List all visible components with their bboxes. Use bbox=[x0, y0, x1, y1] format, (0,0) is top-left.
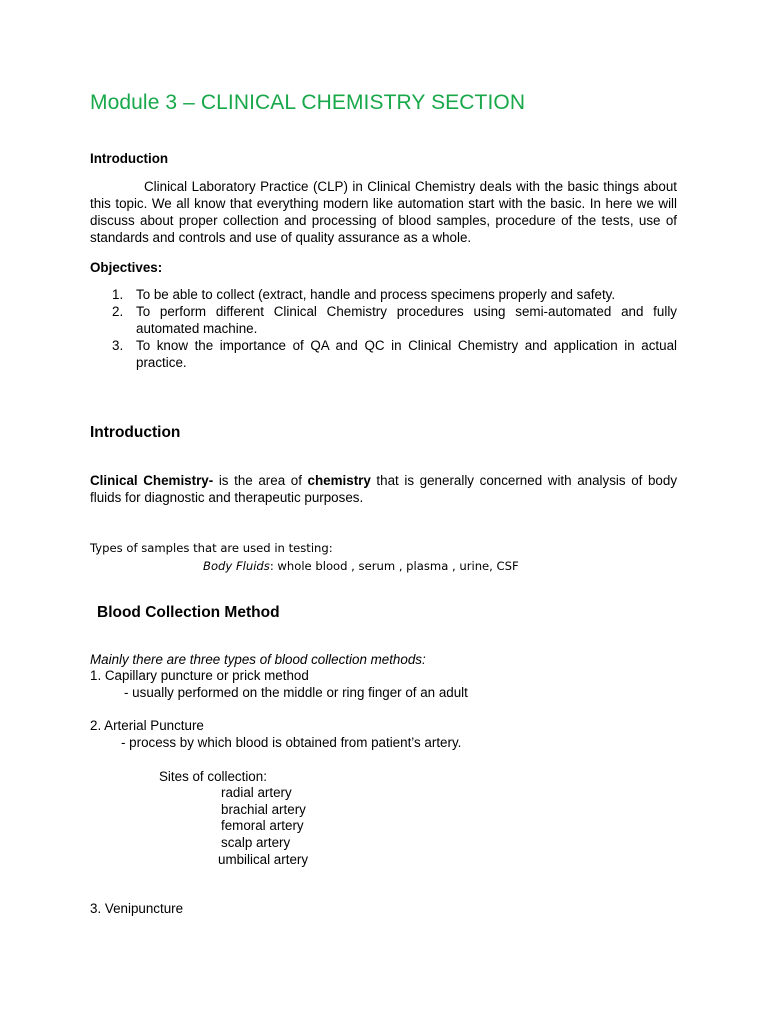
intro-paragraph bbox=[90, 178, 677, 246]
blood-collection-heading: Blood Collection Method bbox=[97, 604, 280, 621]
objectives-list bbox=[90, 286, 677, 371]
method-2: 2. Arterial Puncture bbox=[90, 718, 204, 733]
site-item: femoral artery bbox=[221, 818, 304, 833]
objectives-heading: Objectives: bbox=[90, 260, 163, 275]
method-3: 3. Venipuncture bbox=[90, 901, 184, 916]
method-2-note: - process by which blood is obtained from patient’s artery. bbox=[121, 735, 462, 750]
site-item: brachial artery bbox=[221, 802, 306, 817]
section-heading-introduction: Introduction bbox=[90, 424, 181, 441]
objective-number: 3. bbox=[112, 338, 124, 353]
blood-intro: Mainly there are three types of blood collection methods: bbox=[90, 652, 426, 667]
definition-bold-word: chemistry bbox=[307, 473, 371, 488]
body-fluids-values: : whole blood , serum , plasma , urine, CSF bbox=[269, 559, 519, 573]
definition-text-2: that is generally concerned with analysis of body fluids for diagnostic and therapeutic purposes. bbox=[90, 473, 678, 505]
module-title: Module 3 – CLINICAL CHEMISTRY SECTION bbox=[90, 91, 526, 114]
objective-item bbox=[90, 303, 677, 337]
definition-text-1: is the area of bbox=[213, 473, 308, 488]
intro-paragraph-text: Clinical Laboratory Practice (CLP) in Clinical Chemistry deals with the basic things about this topic. We all know that everything modern like automation start with the basic. In here we will discuss about proper collection and processing of blood samples, procedure of the tests, use of standards and controls and use of quality assurance as a whole. bbox=[90, 179, 677, 245]
objective-item bbox=[90, 337, 677, 371]
objective-text: To perform different Clinical Chemistry procedures using semi-automated and fully automated machine. bbox=[136, 304, 677, 336]
definition-paragraph bbox=[90, 472, 677, 506]
objective-item bbox=[90, 286, 677, 303]
body-fluids-label: Body Fluids bbox=[203, 559, 270, 573]
objective-text: To be able to collect (extract, handle and process specimens properly and safety. bbox=[136, 287, 616, 302]
objective-text: To know the importance of QA and QC in Clinical Chemistry and application in actual practice. bbox=[136, 338, 677, 370]
method-1-note: - usually performed on the middle or ring finger of an adult bbox=[124, 685, 468, 700]
method-1: 1. Capillary puncture or prick method bbox=[90, 668, 309, 683]
site-item: umbilical artery bbox=[218, 852, 309, 867]
definition-term: Clinical Chemistry- bbox=[90, 473, 214, 488]
sites-label: Sites of collection: bbox=[159, 769, 267, 784]
objective-number: 1. bbox=[112, 287, 124, 302]
site-item: scalp artery bbox=[221, 835, 291, 850]
site-item: radial artery bbox=[221, 785, 292, 800]
objective-number: 2. bbox=[112, 304, 124, 319]
samples-line: Types of samples that are used in testing: bbox=[90, 541, 333, 555]
samples-body-fluids bbox=[203, 558, 519, 575]
intro-heading: Introduction bbox=[90, 151, 169, 166]
